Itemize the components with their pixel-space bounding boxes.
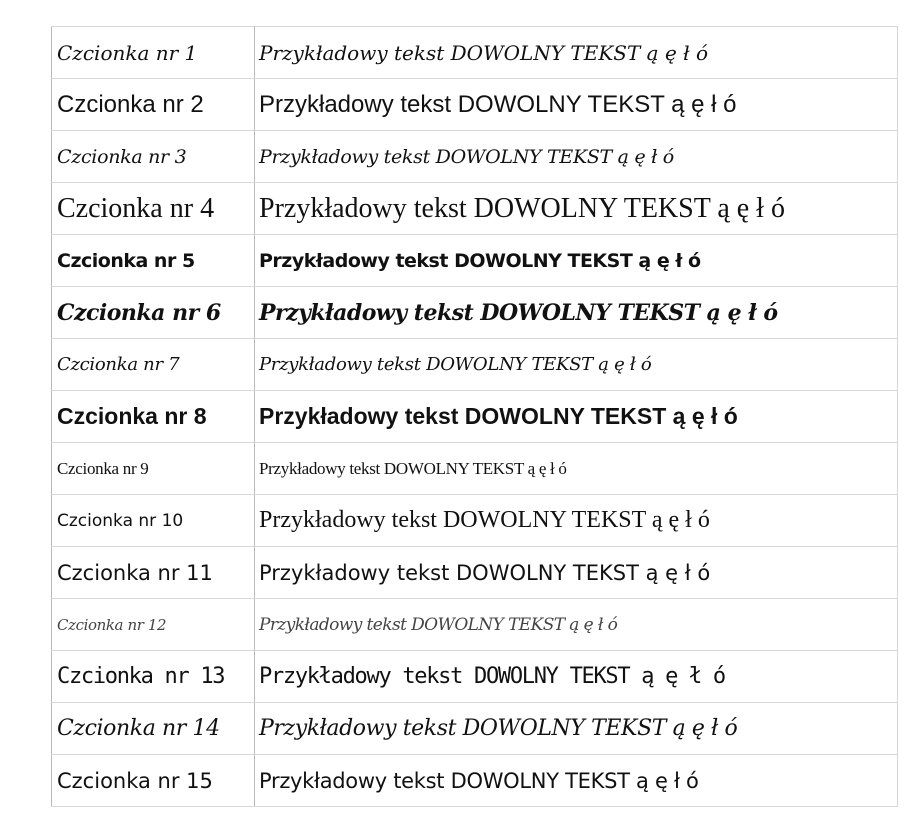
font-name-cell: Czcionka nr 5: [52, 235, 255, 287]
font-name-cell: Czcionka nr 11: [52, 547, 255, 599]
table-row: [52, 287, 898, 339]
font-name-cell: Czcionka nr 7: [52, 339, 255, 391]
font-sample-cell: Przykładowy tekst DOWOLNY TEKST ą ę ł ó: [255, 131, 898, 183]
table-row: [52, 27, 898, 79]
font-sample-cell: Przykładowy tekst DOWOLNY TEKST ą ę ł ó: [255, 599, 898, 651]
table-row: [52, 443, 898, 495]
table-row: [52, 599, 898, 651]
font-name-cell: Czcionka nr 9: [52, 443, 255, 495]
font-sample-cell: Przykładowy tekst DOWOLNY TEKST ą ę ł ó: [255, 287, 898, 339]
font-name-cell: Czcionka nr 4: [52, 183, 255, 235]
font-name-cell: Czcionka nr 2: [52, 79, 255, 131]
font-sample-cell: Przykładowy tekst DOWOLNY TEKST ą ę ł ó: [255, 79, 898, 131]
font-sample-cell: Przykładowy tekst DOWOLNY TEKST ą ę ł ó: [255, 391, 898, 443]
font-sample-cell: Przykładowy tekst DOWOLNY TEKST ą ę ł ó: [255, 703, 898, 755]
table-row: [52, 391, 898, 443]
table-row: [52, 755, 898, 807]
table-row: [52, 547, 898, 599]
font-sample-cell: Przykładowy tekst DOWOLNY TEKST ą ę ł ó: [255, 339, 898, 391]
font-sample-cell: Przykładowy tekst DOWOLNY TEKST ą ę ł ó: [255, 235, 898, 287]
table-row: [52, 703, 898, 755]
font-name-cell: Czcionka nr 15: [52, 755, 255, 807]
table-row: [52, 495, 898, 547]
font-samples-table: [51, 26, 898, 807]
font-sample-cell: Przykładowy tekst DOWOLNY TEKST ą ę ł ó: [255, 651, 898, 703]
table-row: [52, 183, 898, 235]
font-name-cell: Czcionka nr 8: [52, 391, 255, 443]
font-name-cell: Czcionka nr 6: [52, 287, 255, 339]
font-sample-cell: Przykładowy tekst DOWOLNY TEKST ą ę ł ó: [255, 443, 898, 495]
font-name-cell: Czcionka nr 1: [52, 27, 255, 79]
font-name-cell: Czcionka nr 10: [52, 495, 255, 547]
font-sample-cell: Przykładowy tekst DOWOLNY TEKST ą ę ł ó: [255, 547, 898, 599]
font-name-cell: Czcionka nr 12: [52, 599, 255, 651]
font-sample-cell: Przykładowy tekst DOWOLNY TEKST ą ę ł ó: [255, 495, 898, 547]
table-row: [52, 651, 898, 703]
table-row: [52, 235, 898, 287]
font-sample-cell: Przykładowy tekst DOWOLNY TEKST ą ę ł ó: [255, 183, 898, 235]
font-sample-cell: Przykładowy tekst DOWOLNY TEKST ą ę ł ó: [255, 755, 898, 807]
font-name-cell: Czcionka nr 3: [52, 131, 255, 183]
table-row: [52, 131, 898, 183]
font-name-cell: Czcionka nr 13: [52, 651, 255, 703]
font-sample-cell: Przykładowy tekst DOWOLNY TEKST ą ę ł ó: [255, 27, 898, 79]
font-name-cell: Czcionka nr 14: [52, 703, 255, 755]
table-row: [52, 339, 898, 391]
table-row: [52, 79, 898, 131]
